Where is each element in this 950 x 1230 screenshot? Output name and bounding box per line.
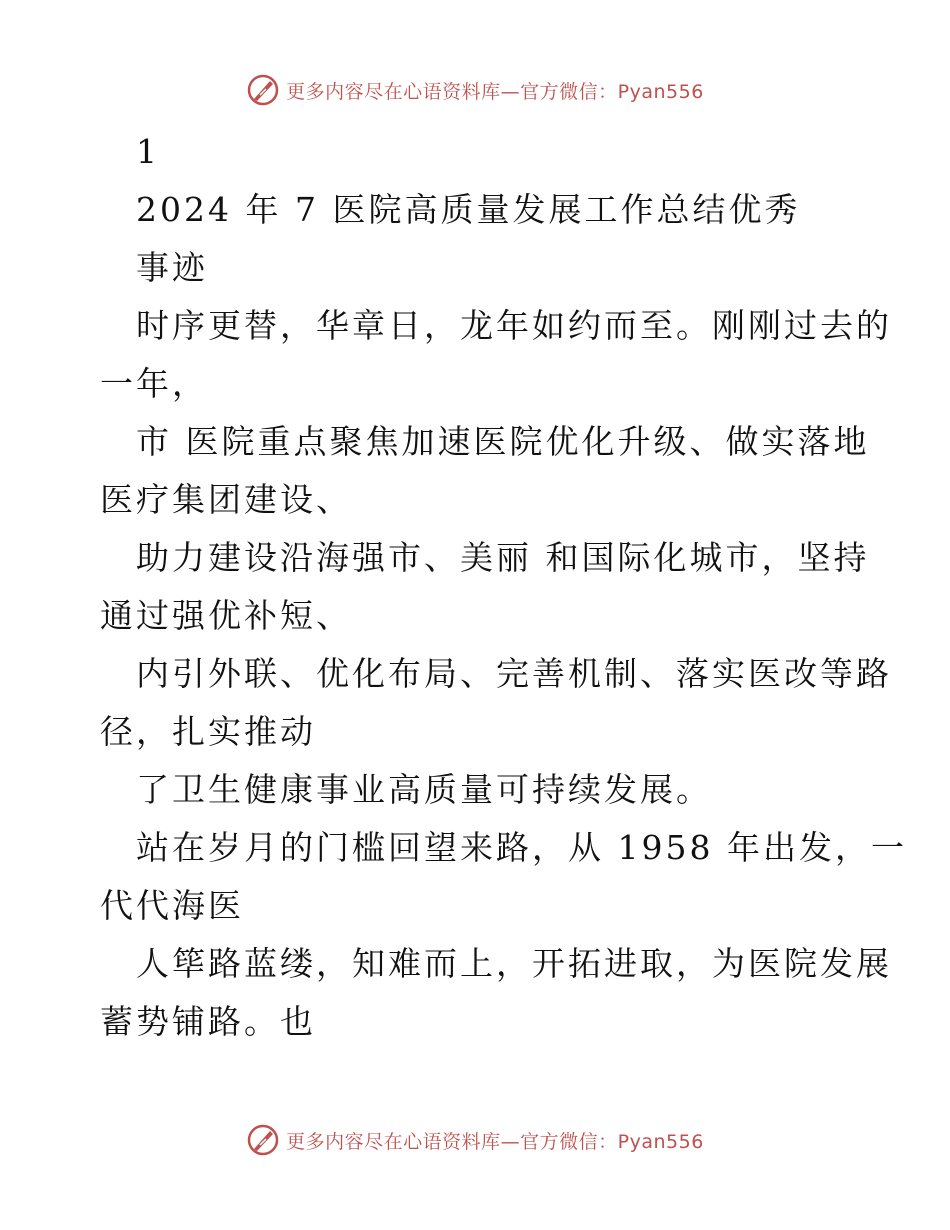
document-line: 了卫生健康事业高质量可持续发展。 [136,770,712,809]
document-line: 内引外联、优化布局、完善机制、落实医改等路 [136,654,892,693]
document-line: 人筚路蓝缕，知难而上，开拓进取，为医院发展 [136,944,892,983]
feather-pen-logo-icon [246,73,280,107]
document-line: 助力建设沿海强市、美丽 和国际化城市，坚持 [136,538,870,577]
header-banner [0,70,950,110]
document-line: 一年， [100,364,208,403]
document-line: 代代海医 [100,886,244,925]
document-line: 时序更替，华章日，龙年如约而至。刚刚过去的 [136,306,892,345]
document-line: 市 医院重点聚焦加速医院优化升级、做实落地 [136,422,870,461]
document-line: 站在岁月的门槛回望来路，从 1958 年出发，一 [136,828,907,867]
document-body [100,123,907,1051]
document-line: 医疗集团建设、 [100,480,352,519]
document-line: 1 [136,132,160,171]
document-line: 通过强优补短、 [100,596,352,635]
document-line: 2024 年 7 医院高质量发展工作总结优秀 [136,190,801,229]
header-banner-text: 更多内容尽在心语资料库—官方微信：Pyan556 [286,80,704,103]
document-line: 蓄势铺路。也 [100,1002,316,1041]
feather-pen-logo-icon [246,1123,280,1157]
document-line: 径，扎实推动 [100,712,316,751]
footer-banner [0,1120,950,1160]
document-line: 事迹 [136,248,208,287]
footer-banner-text: 更多内容尽在心语资料库—官方微信：Pyan556 [286,1130,704,1153]
